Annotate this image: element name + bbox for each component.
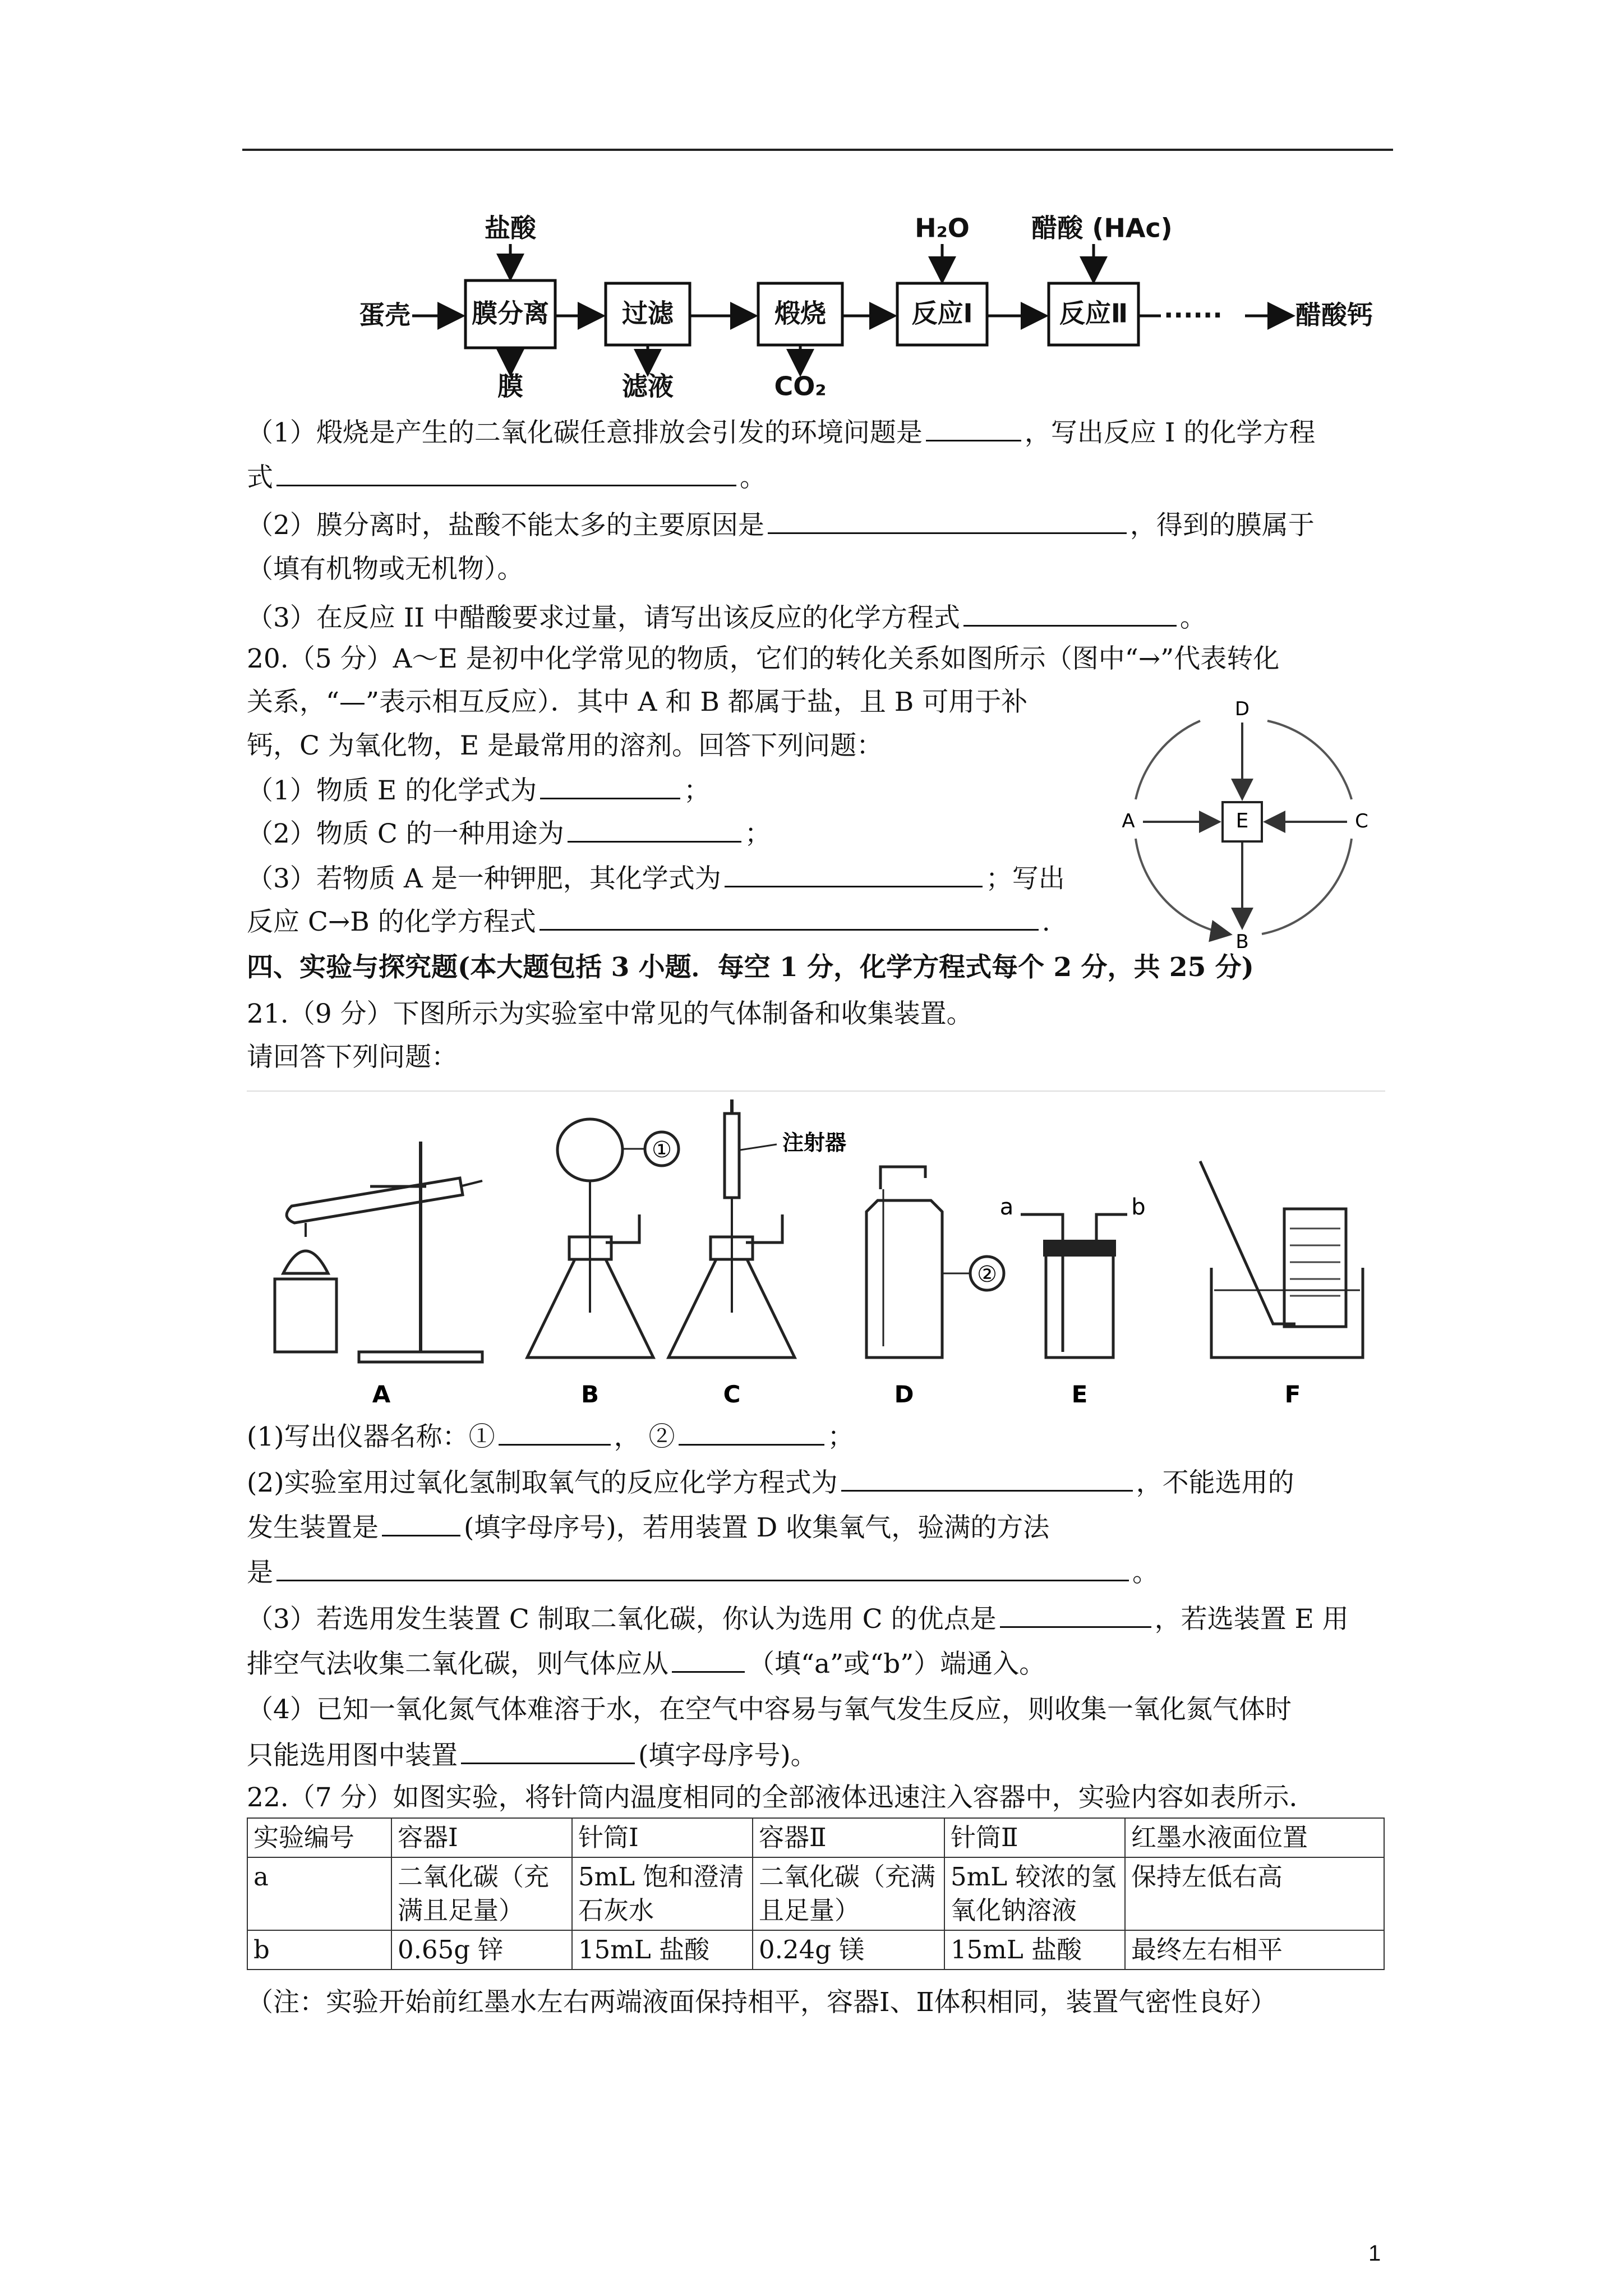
table-row bbox=[247, 1930, 1384, 1970]
q21-answer-blank-6[interactable] bbox=[1000, 1602, 1151, 1628]
q21-answer-blank-8[interactable] bbox=[461, 1738, 635, 1764]
flow-acetic-label: 醋酸 (HAc) bbox=[1031, 213, 1173, 243]
q21-answer-blank-2[interactable] bbox=[679, 1419, 824, 1446]
q19-part1-line2: 式 。 bbox=[247, 460, 766, 495]
q19-answer-blank-3[interactable] bbox=[768, 508, 1127, 534]
apparatus-B bbox=[527, 1119, 679, 1408]
q20-stem-line1: 20.（5 分）A～E 是初中化学常见的物质，它们的转化关系如图所示（图中“→”代表转化 bbox=[247, 643, 1280, 674]
q19-answer-blank-2[interactable] bbox=[276, 460, 736, 486]
table-row bbox=[247, 1857, 1384, 1930]
table-cell: b bbox=[247, 1930, 391, 1970]
q20-relation-diagram bbox=[1116, 696, 1374, 954]
port-a-label: a bbox=[999, 1194, 1014, 1220]
flow-step-5: 反应Ⅱ bbox=[1059, 298, 1128, 329]
q20-answer-blank-2[interactable] bbox=[568, 816, 741, 843]
q19-answer-blank-4[interactable] bbox=[963, 600, 1177, 627]
q21-part1: (1)写出仪器名称：① ， ② ； bbox=[247, 1419, 854, 1454]
flow-product-label: 醋酸钙 bbox=[1295, 300, 1373, 330]
section4-title: 四、实验与探究题(本大题包括 3 小题．每空 1 分，化学方程式每个 2 分，共 25 分) bbox=[247, 952, 1254, 983]
q19-part2-line1: （2）膜分离时，盐酸不能太多的主要原因是 ，得到的膜属于 bbox=[247, 508, 1315, 542]
q21-part2-line2: 发生装置是 (填字母序号)，若用装置 D 收集氧气，验满的方法 bbox=[247, 1510, 1049, 1545]
circle-1-label: ① bbox=[652, 1137, 672, 1163]
apparatus-F-label: F bbox=[1284, 1381, 1301, 1408]
port-b-label: b bbox=[1131, 1194, 1146, 1220]
table-header: 容器Ⅱ bbox=[753, 1818, 944, 1857]
syringe-label: 注射器 bbox=[782, 1130, 847, 1155]
flow-step-1: 膜分离 bbox=[472, 298, 549, 329]
table-cell: 5mL 较浓的氢氧化钠溶液 bbox=[944, 1857, 1125, 1930]
flow-dots: ······ bbox=[1164, 300, 1223, 330]
q20-part3: （3）若物质 A 是一种钾肥，其化学式为 ；写出 bbox=[247, 861, 1065, 896]
q20-part4: 反应 C→B 的化学方程式 . bbox=[247, 904, 1050, 939]
q19-answer-blank-1[interactable] bbox=[926, 415, 1021, 441]
table-cell: 0.65g 锌 bbox=[391, 1930, 572, 1970]
table-cell: 二氧化碳（充满且足量） bbox=[753, 1857, 944, 1930]
q20-stem-line2: 关系，“—”表示相互反应）．其中 A 和 B 都属于盐，且 B 可用于补 bbox=[247, 687, 1028, 717]
q21-stem-line2: 请回答下列问题： bbox=[247, 1042, 458, 1073]
table-header: 针筒Ⅱ bbox=[944, 1818, 1125, 1857]
table-cell: 最终左右相平 bbox=[1125, 1930, 1384, 1970]
flow-membrane-output: 膜 bbox=[497, 371, 523, 402]
q21-stem-line1: 21.（9 分）下图所示为实验室中常见的气体制备和收集装置。 bbox=[247, 999, 973, 1029]
q19-part2-line2: （填有机物或无机物）。 bbox=[247, 554, 524, 585]
q22-stem: 22.（7 分）如图实验，将针筒内温度相同的全部液体迅速注入容器中，实验内容如表所示． bbox=[247, 1782, 1316, 1813]
node-C: C bbox=[1355, 810, 1368, 832]
table-cell: 5mL 饱和澄清石灰水 bbox=[572, 1857, 753, 1930]
table-header-row bbox=[247, 1818, 1384, 1857]
table-header: 容器Ⅰ bbox=[391, 1818, 572, 1857]
table-cell: a bbox=[247, 1857, 391, 1930]
flow-co2-output: CO₂ bbox=[774, 371, 827, 402]
table-header: 红墨水液面位置 bbox=[1125, 1818, 1384, 1857]
node-D: D bbox=[1234, 698, 1250, 720]
flow-acid-label: 盐酸 bbox=[485, 213, 536, 243]
page-number: 1 bbox=[1368, 2241, 1381, 2266]
flow-input-label: 蛋壳 bbox=[359, 300, 411, 330]
flow-step-3: 煅烧 bbox=[774, 298, 826, 329]
node-B: B bbox=[1235, 931, 1249, 953]
table-cell: 15mL 盐酸 bbox=[944, 1930, 1125, 1970]
apparatus-A-label: A bbox=[372, 1381, 391, 1408]
node-E: E bbox=[1235, 809, 1249, 832]
apparatus-A bbox=[275, 1142, 482, 1408]
q21-part4-line1: （4）已知一氧化氮气体难溶于水，在空气中容易与氧气发生反应，则收集一氧化氮气体时 bbox=[247, 1694, 1292, 1725]
flow-step-2: 过滤 bbox=[622, 298, 674, 329]
q20-part1: （1）物质 E 的化学式为 ； bbox=[247, 773, 710, 808]
apparatus-F bbox=[1200, 1161, 1363, 1408]
table-cell: 15mL 盐酸 bbox=[572, 1930, 753, 1970]
flow-water-label: H₂O bbox=[915, 213, 970, 243]
apparatus-C-label: C bbox=[723, 1381, 741, 1408]
q20-answer-blank-1[interactable] bbox=[540, 773, 680, 799]
table-cell: 0.24g 镁 bbox=[753, 1930, 944, 1970]
q21-answer-blank-3[interactable] bbox=[841, 1465, 1133, 1492]
q21-apparatus-figure bbox=[247, 1088, 1396, 1414]
q19-part1-line1: （1）煅烧是产生的二氧化碳任意排放会引发的环境问题是 ，写出反应 I 的化学方程 bbox=[247, 415, 1315, 450]
q21-part3-line2: 排空气法收集二氧化碳，则气体应从 （填“a”或“b”）端通入。 bbox=[247, 1646, 1045, 1681]
circle-2-label: ② bbox=[977, 1262, 997, 1287]
apparatus-B-label: B bbox=[580, 1381, 600, 1408]
q20-stem-line3: 钙，C 为氧化物，E 是最常用的溶剂。回答下列问题： bbox=[247, 730, 883, 761]
q20-answer-blank-4[interactable] bbox=[540, 904, 1039, 931]
q21-answer-blank-1[interactable] bbox=[499, 1419, 611, 1446]
q21-answer-blank-7[interactable] bbox=[672, 1646, 745, 1673]
flow-step-4: 反应Ⅰ bbox=[911, 298, 973, 329]
q20-part2: （2）物质 C 的一种用途为 ； bbox=[247, 816, 771, 851]
apparatus-D-label: D bbox=[894, 1381, 914, 1408]
process-flowchart bbox=[348, 208, 1424, 404]
table-cell: 二氧化碳（充满且足量） bbox=[391, 1857, 572, 1930]
q22-note: （注：实验开始前红墨水左右两端液面保持相平，容器Ⅰ、Ⅱ体积相同，装置气密性良好） bbox=[247, 1987, 1277, 2018]
apparatus-C bbox=[668, 1099, 846, 1408]
q21-part4-line2: 只能选用图中装置 (填字母序号)。 bbox=[247, 1738, 817, 1773]
flow-filtrate-output: 滤液 bbox=[622, 371, 674, 402]
table-cell: 保持左低右高 bbox=[1125, 1857, 1384, 1930]
apparatus-E bbox=[1000, 1194, 1146, 1408]
q21-part2-line1: (2)实验室用过氧化氢制取氧气的反应化学方程式为 ，不能选用的 bbox=[247, 1465, 1294, 1500]
q22-experiment-table bbox=[247, 1818, 1385, 1970]
table-header: 实验编号 bbox=[247, 1818, 391, 1857]
q21-part3-line1: （3）若选用发生装置 C 制取二氧化碳，你认为选用 C 的优点是 ，若选装置 E 用 bbox=[247, 1602, 1349, 1636]
apparatus-D bbox=[866, 1167, 1004, 1408]
table-header: 针筒Ⅰ bbox=[572, 1818, 753, 1857]
q21-answer-blank-5[interactable] bbox=[276, 1555, 1129, 1581]
q20-answer-blank-3[interactable] bbox=[725, 861, 983, 887]
header-rule bbox=[242, 149, 1393, 151]
q21-answer-blank-4[interactable] bbox=[382, 1510, 460, 1536]
q21-part2-line3: 是 。 bbox=[247, 1555, 1159, 1590]
apparatus-E-label: E bbox=[1071, 1381, 1088, 1408]
node-A: A bbox=[1122, 810, 1135, 832]
q19-part3: （3）在反应 II 中醋酸要求过量，请写出该反应的化学方程式 。 bbox=[247, 600, 1206, 635]
